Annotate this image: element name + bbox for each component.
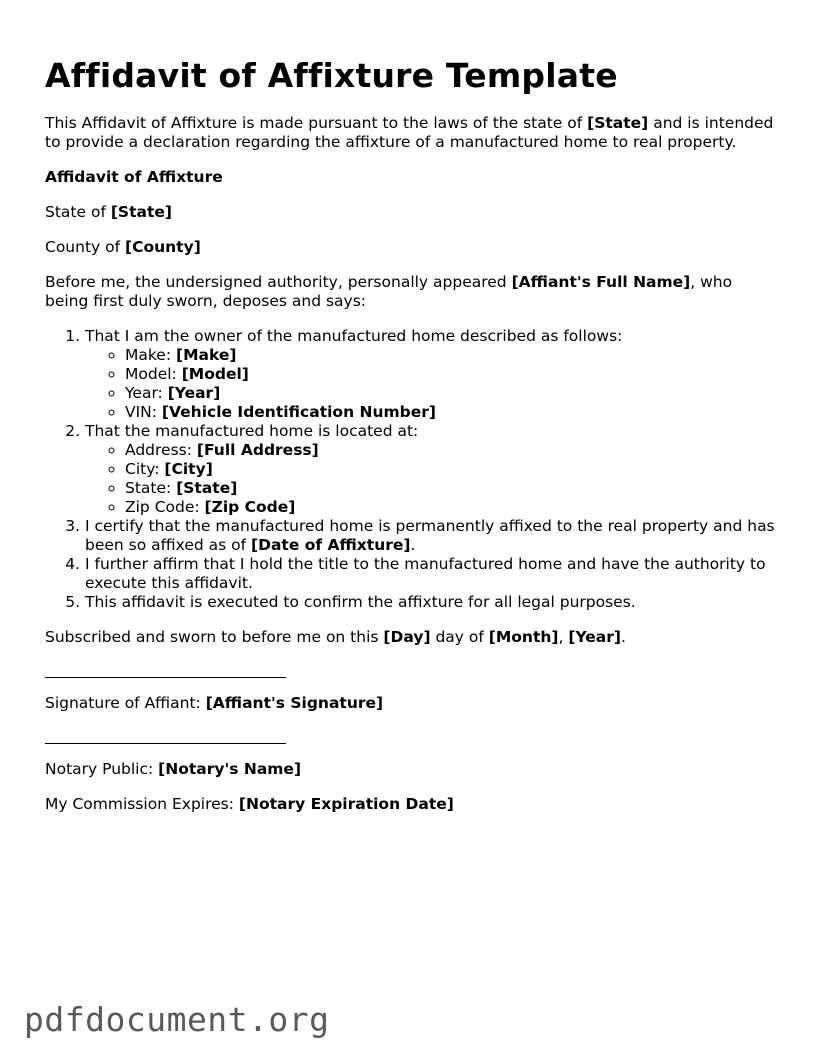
list-item (85, 327, 780, 422)
declarations-list (45, 327, 780, 612)
intro-text-end: and is intended to provide a declaration regarding the affixture of a manufactured home to real property. (45, 114, 774, 151)
intro-text: This Affidavit of Affixture is made pursuant to the laws of the state of (45, 114, 588, 132)
appeared-text-end: , who being first duly sworn, deposes and says: (45, 273, 733, 310)
list-item: 4. I further affirm that I hold the title to the manufactured home and have the authority to execute this affidavit. (85, 555, 780, 593)
county-line (45, 238, 780, 257)
sub-item-zip: ◦ Zip Code: [Zip Code] (125, 498, 780, 517)
item-text: That I am the owner of the manufactured home described as follows: (85, 327, 623, 345)
state-value: [State] (110, 203, 172, 221)
item-text: That the manufactured home is located at: (85, 422, 419, 440)
affiant-signature: Signature of Affiant: [Affiant's Signature] (45, 694, 384, 712)
location-list (85, 441, 780, 517)
list-item (85, 422, 780, 517)
section-heading-text: Affidavit of Affixture (45, 168, 223, 186)
county-label: County of (45, 238, 125, 256)
section-heading (45, 168, 780, 187)
list-item: 5. This affidavit is executed to confirm the affixture for all legal purposes. (85, 593, 780, 612)
sub-item-city: ◦ City: [City] (125, 460, 780, 479)
affiant-name-placeholder: [Affiant's Full Name] (511, 273, 691, 291)
sub-item-model: ◦ Model: [Model] (125, 365, 780, 384)
month-placeholder: [Month] (488, 628, 559, 646)
state-placeholder: [State] (587, 114, 649, 132)
sub-item-state: ◦ State: [State] (125, 479, 780, 498)
notary-signature-line (45, 729, 286, 744)
state-line (45, 203, 780, 222)
state-label: State of (45, 203, 111, 221)
appeared-paragraph (45, 273, 780, 311)
day-placeholder: [Day] (383, 628, 431, 646)
sub-item-vin: ◦ VIN: [Vehicle Identification Number] (125, 403, 780, 422)
year-placeholder: [Year] (568, 628, 621, 646)
appeared-text: Before me, the undersigned authority, personally appeared (45, 273, 512, 291)
affiant-signature-line (45, 663, 286, 678)
home-description-list (85, 346, 780, 422)
commission-expires: My Commission Expires: [Notary Expiration Date] (45, 795, 454, 813)
page-title: Affidavit of Affixture Template (45, 56, 618, 95)
sub-item-make: ◦ Make: [Make] (125, 346, 780, 365)
sworn-paragraph: Subscribed and sworn to before me on this [Day] day of [Month], [Year]. (45, 628, 626, 646)
watermark: pdfdocument.org (24, 1000, 330, 1039)
county-value: [County] (125, 238, 201, 256)
sub-item-address: ◦ Address: [Full Address] (125, 441, 780, 460)
notary-public: Notary Public: [Notary's Name] (45, 760, 302, 778)
intro-paragraph (45, 114, 780, 152)
sub-item-year: ◦ Year: [Year] (125, 384, 780, 403)
document-page (45, 54, 780, 830)
affixture-date-placeholder: [Date of Affixture] (251, 536, 411, 554)
list-item: 3. I certify that the manufactured home is permanently affixed to the real property and has been so affixed as of [Date of Affixture]. (85, 517, 780, 555)
